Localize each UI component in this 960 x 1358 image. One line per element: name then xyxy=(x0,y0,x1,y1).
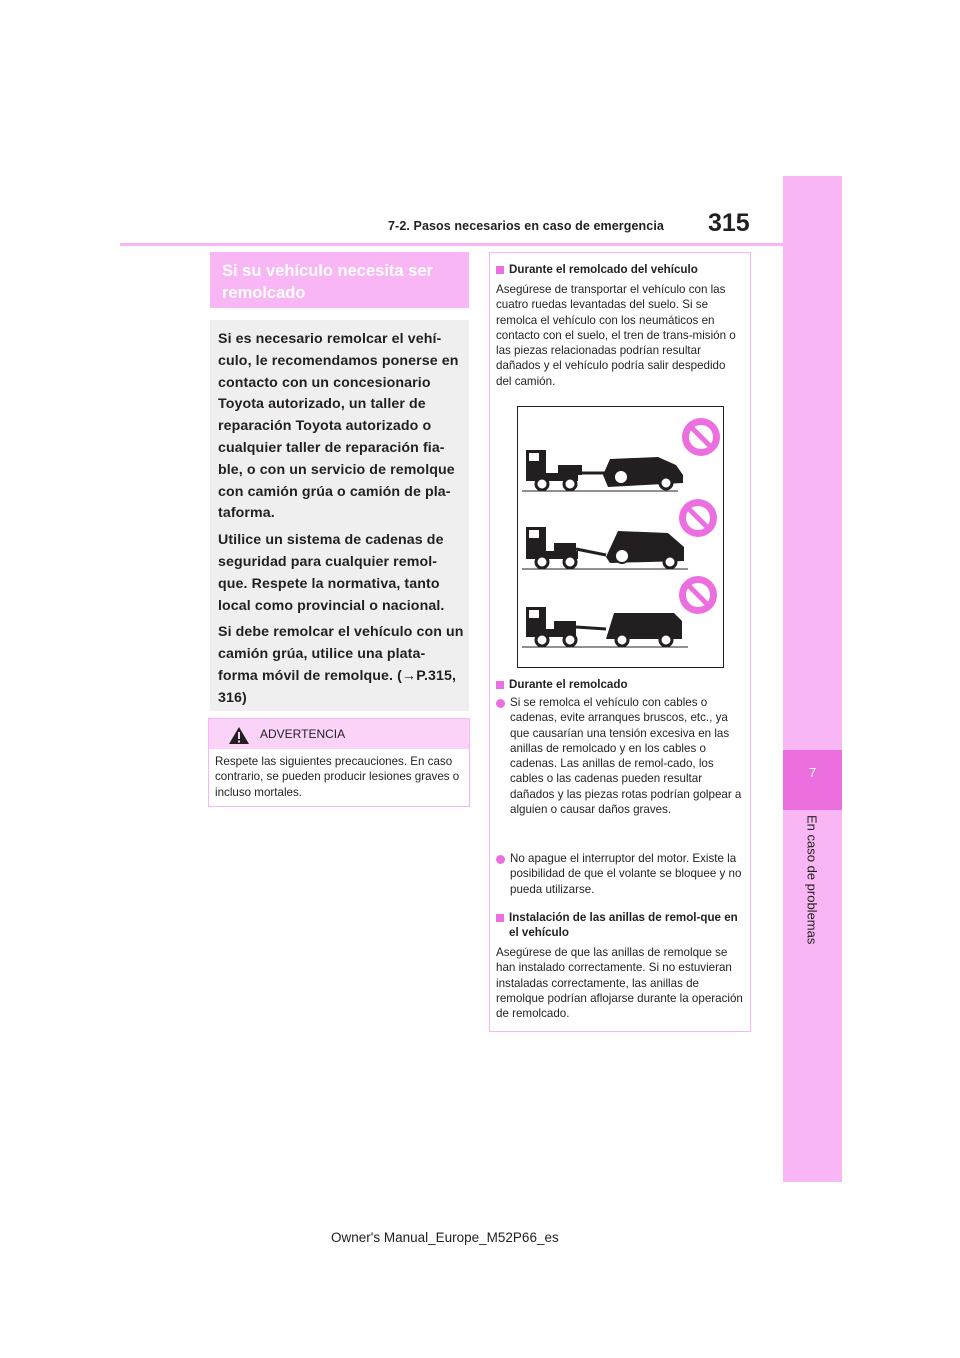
warning-title: ADVERTENCIA xyxy=(260,727,346,741)
chapter-title: En caso de problemas xyxy=(804,815,820,945)
chapter-number: 7 xyxy=(808,765,817,780)
note-bullet-engine-switch: No apague el interruptor del motor. Existe la posibilidad de que el volante se bloquee y no pueda utilizarse. xyxy=(510,852,742,896)
note-heading-towing-vehicle: Durante el remolcado del vehículo xyxy=(509,263,698,276)
towing-figure-svg xyxy=(518,407,723,667)
square-bullet-icon xyxy=(496,681,504,689)
intro-paragraph-2: Utilice un sistema de cadenas de seguridad para cualquier remol-que. Respete la normativa, tanto local como provincial o nacional. xyxy=(218,532,445,614)
note-bullet-cables: Si se remolca el vehículo con cables o cadenas, evite arranques bruscos, etc., ya que causarían una tensión excesiva en las anillas de remolcado y en los cables o cadenas. Las anillas de remol-cado, los cables o las cadenas pueden resultar dañados y las piezas rotas podrían golpear a alguien o causar daños graves. xyxy=(510,696,742,817)
intro-paragraph-3: Si debe remolcar el vehículo con un camión grúa, utilice una plata-forma móvil de remolque. (→P.315, 316) xyxy=(218,624,464,706)
square-bullet-icon xyxy=(496,914,504,922)
warning-text: Respete las siguientes precauciones. En caso contrario, se pueden producir lesiones graves o incluso mortales. xyxy=(215,755,460,799)
section-title: 7-2. Pasos necesarios en caso de emergencia xyxy=(388,219,664,233)
section-heading-box xyxy=(210,252,469,308)
chapter-title-wrap xyxy=(783,815,842,975)
chapter-number-block xyxy=(783,750,842,810)
section-heading: Si su vehículo necesita ser remolcado xyxy=(222,262,433,302)
header-rule xyxy=(120,243,783,246)
note-text-towing-vehicle: Asegúrese de transportar el vehículo con las cuatro ruedas levantadas del suelo. Si se remolca el vehículo con los neumáticos en contacto con el suelo, el tren de trans-misión o las piezas relacionadas podrían resultar dañados y el vehículo podría salir despedido del camión. xyxy=(496,283,736,388)
warning-box xyxy=(208,718,470,807)
note-heading-towing-eyelets: Instalación de las anillas de remol-que en el vehículo xyxy=(509,911,738,940)
square-bullet-icon xyxy=(496,266,504,274)
warning-triangle-icon xyxy=(228,726,250,745)
warning-header xyxy=(209,719,469,749)
round-bullet-icon xyxy=(496,855,505,864)
round-bullet-icon xyxy=(496,699,505,708)
chapter-side-tab xyxy=(783,176,842,1182)
manual-id: Owner's Manual_Europe_M52P66_es xyxy=(331,1230,559,1245)
towing-illustration xyxy=(517,406,724,668)
note-heading-during-towing: Durante el remolcado xyxy=(509,678,628,691)
page-number: 315 xyxy=(708,209,750,237)
note-text-towing-eyelets: Asegúrese de que las anillas de remolque se han instalado correctamente. Si no estuvieran instaladas correctamente, las anillas de remolque podrían aflojarse durante la operación de remolcado. xyxy=(496,946,743,1021)
intro-paragraph-1: Si es necesario remolcar el vehí-culo, le recomendamos ponerse en contacto con un concesionario Toyota autorizado, un taller de reparación Toyota autorizado o cualquier taller de reparación fia-ble, o con un servicio de remolque con camión grúa o camión de pla-taforma. xyxy=(218,331,459,522)
intro-box xyxy=(210,320,469,711)
